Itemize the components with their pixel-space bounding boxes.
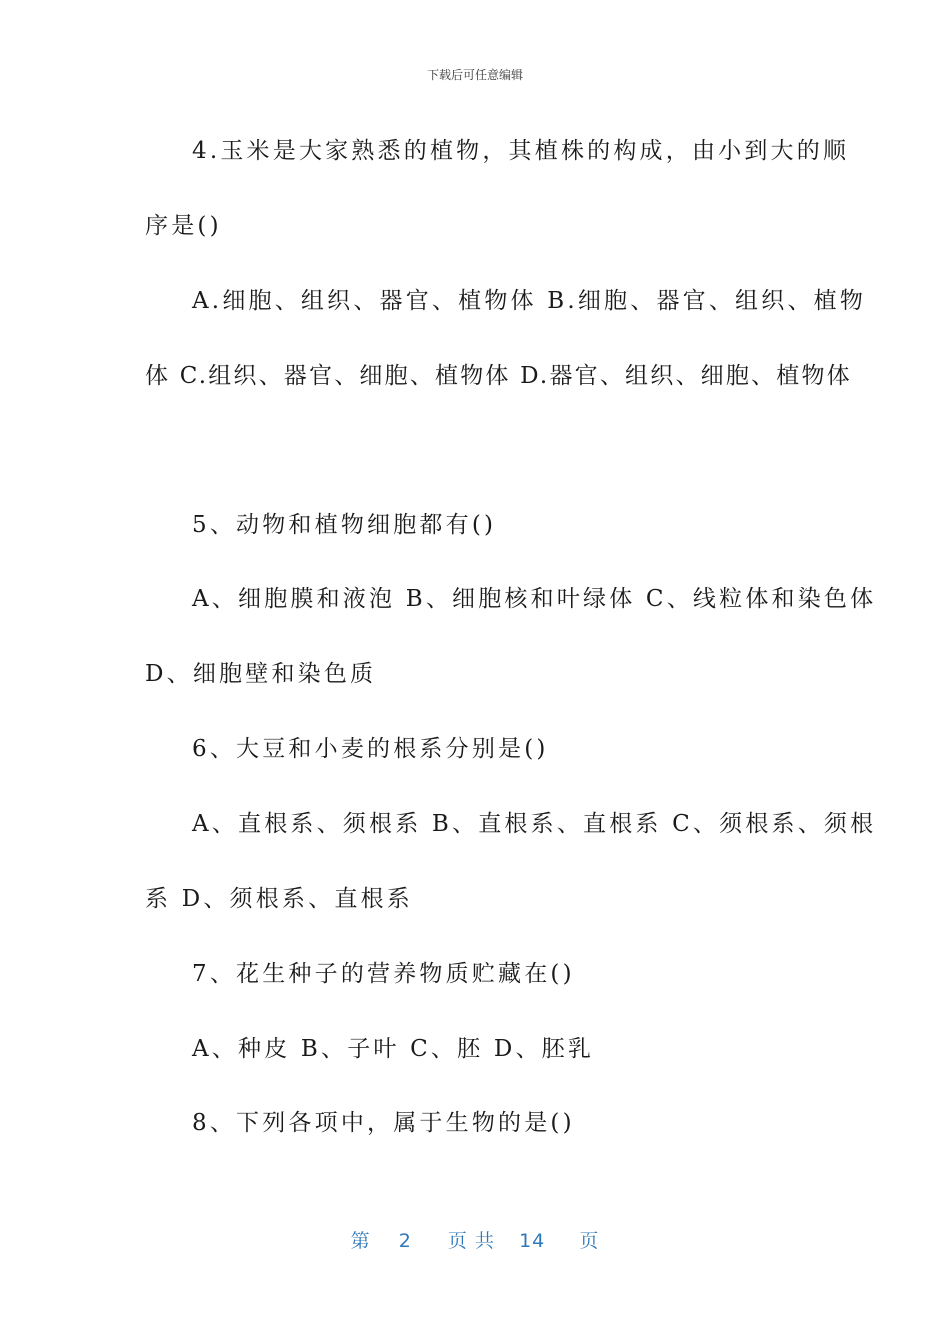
question-4-line-1: 4.玉米是大家熟悉的植物，其植株的构成，由小到大的顺 — [192, 138, 850, 164]
question-6-options-line-2: 系 D、须根系、直根系 — [145, 886, 413, 912]
question-5: 5、动物和植物细胞都有() — [192, 512, 497, 538]
page-number: 2 — [398, 1230, 412, 1252]
question-6: 6、大豆和小麦的根系分别是() — [192, 736, 549, 762]
page-header: 下载后可任意编辑 — [426, 68, 523, 82]
question-4-options-line-1: A.细胞、组织、器官、植物体 B.细胞、器官、组织、植物 — [192, 288, 867, 314]
of-label: 页 共 — [447, 1230, 495, 1252]
total-pages: 14 — [519, 1230, 546, 1252]
page-footer — [0, 1226, 950, 1253]
question-4-line-2: 序是() — [145, 213, 222, 239]
question-5-options-line-1: A、细胞膜和液泡 B、细胞核和叶绿体 C、线粒体和染色体 — [192, 586, 877, 612]
page-label: 第 — [350, 1230, 371, 1252]
end-label: 页 — [579, 1230, 600, 1252]
question-7-options: A、种皮 B、子叶 C、胚 D、胚乳 — [192, 1036, 595, 1062]
question-7: 7、花生种子的营养物质贮藏在() — [192, 961, 575, 987]
question-4-options-line-2: 体 C.组织、器官、细胞、植物体 D.器官、组织、细胞、植物体 — [145, 363, 852, 389]
question-6-options-line-1: A、直根系、须根系 B、直根系、直根系 C、须根系、须根 — [192, 811, 877, 837]
question-8: 8、下列各项中，属于生物的是() — [192, 1110, 575, 1136]
question-5-options-line-2: D、细胞壁和染色质 — [145, 661, 377, 687]
